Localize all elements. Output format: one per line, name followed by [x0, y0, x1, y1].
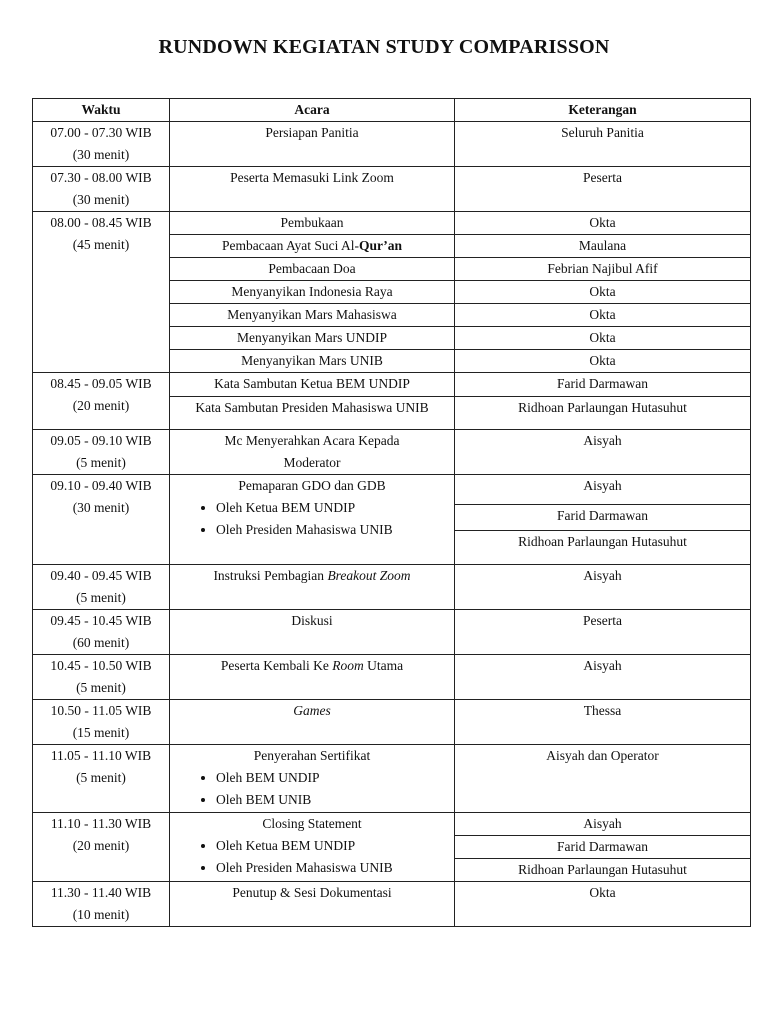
time-range: 11.10 - 11.30 WIB — [50, 816, 152, 831]
acara-cell — [170, 430, 455, 475]
list-item: • Oleh Presiden Mahasiswa UNIB — [216, 519, 454, 541]
time-cell — [33, 610, 170, 655]
duration: (20 menit) — [72, 838, 130, 853]
acara-cell: Kata Sambutan Presiden Mahasiswa UNIB — [170, 397, 455, 430]
keterangan-cell: Aisyah dan Operator — [455, 745, 751, 813]
table-row — [33, 167, 751, 212]
acara-title: Pemaparan GDO dan GDB — [238, 478, 386, 493]
time-cell — [33, 167, 170, 212]
acara-cell: Pembukaan — [170, 212, 455, 235]
table-row — [33, 430, 751, 475]
acara-text-quran: Qur’an — [359, 238, 403, 253]
keterangan-cell: Thessa — [455, 700, 751, 745]
time-range: 07.30 - 08.00 WIB — [50, 170, 152, 185]
time-cell — [33, 430, 170, 475]
table-row — [33, 122, 751, 167]
acara-cell — [170, 235, 455, 258]
keterangan-cell: Okta — [455, 304, 751, 327]
table-row — [33, 745, 751, 813]
page-title: RUNDOWN KEGIATAN STUDY COMPARISSON — [158, 36, 610, 58]
time-range: 08.45 - 09.05 WIB — [50, 376, 152, 391]
keterangan-cell: Peserta — [455, 610, 751, 655]
duration: (45 menit) — [72, 237, 130, 252]
keterangan-cell: Aisyah — [455, 430, 751, 475]
list-item: • Oleh Ketua BEM UNDIP — [216, 497, 454, 519]
keterangan-cell: Aisyah — [455, 655, 751, 700]
time-cell — [33, 655, 170, 700]
acara-text: Instruksi Pembagian — [213, 568, 328, 583]
keterangan-cell: Ridhoan Parlaungan Hutasuhut — [455, 859, 751, 882]
acara-title: Penyerahan Sertifikat — [253, 748, 371, 763]
acara-cell: Menyanyikan Mars UNDIP — [170, 327, 455, 350]
duration: (5 menit) — [76, 455, 126, 470]
acara-cell: Pembacaan Doa — [170, 258, 455, 281]
time-range: 07.00 - 07.30 WIB — [50, 125, 152, 140]
time-range: 09.10 - 09.40 WIB — [50, 478, 152, 493]
acara-cell — [170, 813, 455, 882]
time-range: 10.50 - 11.05 WIB — [50, 703, 152, 718]
acara-cell: Peserta Memasuki Link Zoom — [170, 167, 455, 212]
acara-cell: Kata Sambutan Ketua BEM UNDIP — [170, 373, 455, 397]
table-row — [33, 700, 751, 745]
time-range: 10.45 - 10.50 WIB — [50, 658, 152, 673]
duration: (5 menit) — [76, 680, 126, 695]
duration: (5 menit) — [76, 590, 126, 605]
acara-cell: Games — [170, 700, 455, 745]
acara-text: Peserta Kembali Ke — [220, 658, 333, 673]
acara-cell — [170, 565, 455, 610]
time-range: 08.00 - 08.45 WIB — [50, 215, 152, 230]
rundown-table — [32, 98, 751, 927]
acara-cell — [170, 745, 455, 813]
acara-text: Utama — [363, 658, 404, 673]
time-range: 11.05 - 11.10 WIB — [50, 748, 152, 763]
time-cell — [33, 122, 170, 167]
acara-cell: Menyanyikan Indonesia Raya — [170, 281, 455, 304]
table-row — [33, 610, 751, 655]
time-cell — [33, 882, 170, 927]
list-item: • Oleh Ketua BEM UNDIP — [216, 835, 454, 857]
keterangan-cell: Ridhoan Parlaungan Hutasuhut — [455, 397, 751, 430]
acara-cell: Persiapan Panitia — [170, 122, 455, 167]
duration: (30 menit) — [72, 147, 130, 162]
duration: (10 menit) — [72, 907, 130, 922]
header-acara: Acara — [170, 99, 455, 122]
header-keterangan: Keterangan — [455, 99, 751, 122]
keterangan-cell: Aisyah — [455, 475, 751, 505]
keterangan-cell: Aisyah — [455, 813, 751, 836]
acara-cell: Menyanyikan Mars UNIB — [170, 350, 455, 373]
keterangan-cell: Okta — [455, 281, 751, 304]
duration: (5 menit) — [76, 770, 126, 785]
table-header-row — [33, 99, 751, 122]
keterangan-cell: Farid Darmawan — [455, 836, 751, 859]
acara-line: Moderator — [283, 455, 341, 470]
duration: (20 menit) — [72, 398, 130, 413]
acara-line: Mc Menyerahkan Acara Kepada — [224, 433, 400, 448]
keterangan-cell: Okta — [455, 882, 751, 927]
acara-title: Closing Statement — [262, 816, 362, 831]
acara-cell — [170, 655, 455, 700]
duration: (30 menit) — [72, 192, 130, 207]
acara-text-italic: Breakout Zoom — [327, 568, 411, 583]
table-row — [33, 655, 751, 700]
bullet-list — [170, 835, 454, 879]
acara-cell: Menyanyikan Mars Mahasiswa — [170, 304, 455, 327]
header-waktu: Waktu — [33, 99, 170, 122]
keterangan-cell: Okta — [455, 327, 751, 350]
table-row — [33, 813, 751, 836]
time-range: 09.45 - 10.45 WIB — [50, 613, 152, 628]
table-row — [33, 212, 751, 235]
time-cell — [33, 813, 170, 882]
acara-cell: Diskusi — [170, 610, 455, 655]
keterangan-cell: Ridhoan Parlaungan Hutasuhut — [455, 531, 751, 565]
bullet-list — [170, 767, 454, 811]
duration: (60 menit) — [72, 635, 130, 650]
list-item: • Oleh BEM UNIB — [216, 789, 454, 811]
table-row — [33, 475, 751, 505]
table-row — [33, 565, 751, 610]
duration: (15 menit) — [72, 725, 130, 740]
table-row — [33, 882, 751, 927]
time-range: 11.30 - 11.40 WIB — [50, 885, 152, 900]
keterangan-cell: Seluruh Panitia — [455, 122, 751, 167]
duration: (30 menit) — [72, 500, 130, 515]
time-range: 09.40 - 09.45 WIB — [50, 568, 152, 583]
table-row — [33, 373, 751, 397]
acara-text: Pembacaan Ayat Suci Al- — [221, 238, 360, 253]
time-cell — [33, 745, 170, 813]
acara-cell: Penutup & Sesi Dokumentasi — [170, 882, 455, 927]
time-cell — [33, 565, 170, 610]
keterangan-cell: Farid Darmawan — [455, 505, 751, 531]
keterangan-cell: Okta — [455, 350, 751, 373]
list-item: • Oleh Presiden Mahasiswa UNIB — [216, 857, 454, 879]
keterangan-cell: Aisyah — [455, 565, 751, 610]
time-cell — [33, 212, 170, 373]
time-cell — [33, 373, 170, 430]
time-range: 09.05 - 09.10 WIB — [50, 433, 152, 448]
keterangan-cell: Maulana — [455, 235, 751, 258]
acara-cell — [170, 475, 455, 565]
acara-text-italic: Room — [332, 658, 364, 673]
time-cell — [33, 700, 170, 745]
keterangan-cell: Farid Darmawan — [455, 373, 751, 397]
keterangan-cell: Febrian Najibul Afif — [455, 258, 751, 281]
bullet-list — [170, 497, 454, 541]
time-cell — [33, 475, 170, 565]
keterangan-cell: Peserta — [455, 167, 751, 212]
list-item: • Oleh BEM UNDIP — [216, 767, 454, 789]
keterangan-cell: Okta — [455, 212, 751, 235]
